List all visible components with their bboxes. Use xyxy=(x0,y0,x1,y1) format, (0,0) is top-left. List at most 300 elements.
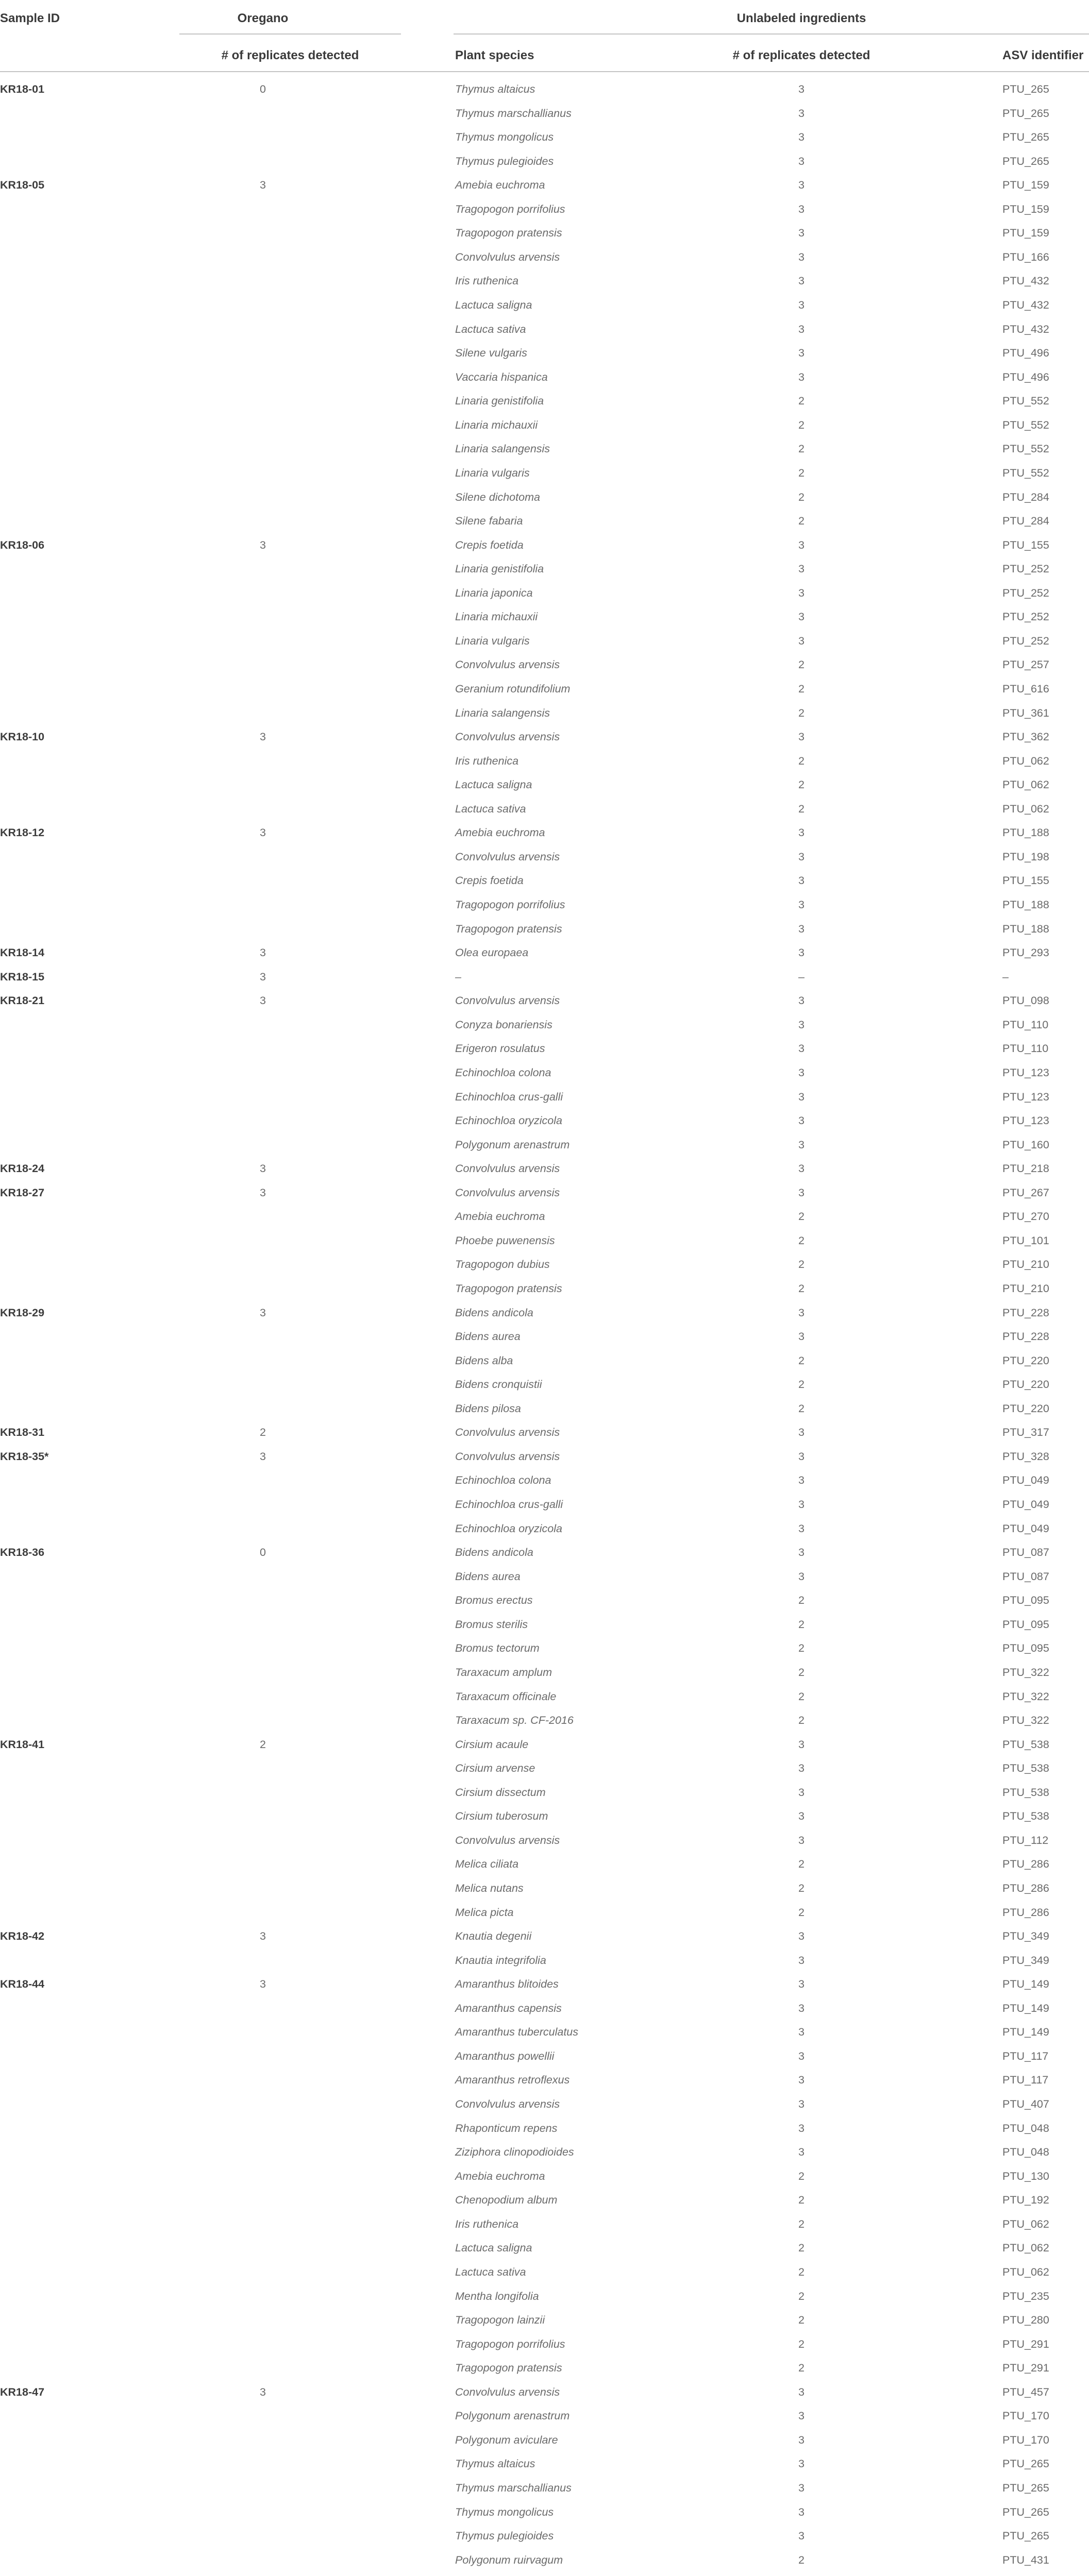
asv-identifier-cell: PTU_188 xyxy=(1002,922,1049,935)
unlabeled-replicates-cell: 2 xyxy=(798,706,805,719)
plant-species-cell: Linaria genistifolia xyxy=(455,563,544,575)
sample-id-cell: KR18-14 xyxy=(0,946,45,959)
asv-identifier-cell: PTU_432 xyxy=(1002,299,1049,312)
table-row xyxy=(0,749,1089,773)
table-row xyxy=(0,1924,1089,1948)
unlabeled-replicates-cell: 3 xyxy=(798,1018,805,1031)
plant-species-cell: Tragopogon pratensis xyxy=(455,227,562,240)
plant-species-cell: Geranium rotundifolium xyxy=(455,683,571,695)
asv-identifier-cell: PTU_101 xyxy=(1002,1234,1049,1247)
plant-species-cell: Tragopogon pratensis xyxy=(455,2362,562,2375)
table-row xyxy=(0,125,1089,149)
table-row xyxy=(0,1804,1089,1828)
table-row xyxy=(0,1684,1089,1708)
plant-species-cell: Bidens alba xyxy=(455,1354,513,1367)
table-row xyxy=(0,701,1089,725)
plant-species-cell: Convolvulus arvensis xyxy=(455,1834,560,1846)
table-row xyxy=(0,221,1089,245)
table-row xyxy=(0,2235,1089,2260)
unlabeled-replicates-cell: 3 xyxy=(798,2026,805,2039)
unlabeled-replicates-cell: 2 xyxy=(798,515,805,528)
unlabeled-replicates-cell: 2 xyxy=(798,2194,805,2207)
table-row xyxy=(0,413,1089,437)
table-row xyxy=(0,2308,1089,2332)
plant-species-cell: – xyxy=(455,970,461,983)
asv-identifier-cell: PTU_159 xyxy=(1002,227,1049,240)
table-row xyxy=(0,1420,1089,1444)
table-row xyxy=(0,533,1089,557)
unlabeled-replicates-cell: 3 xyxy=(798,874,805,887)
asv-identifier-cell: PTU_218 xyxy=(1002,1162,1049,1175)
table-row xyxy=(0,1516,1089,1540)
table-row xyxy=(0,629,1089,653)
oregano-replicates-cell: 3 xyxy=(260,1930,266,1943)
asv-identifier-cell: PTU_098 xyxy=(1002,994,1049,1007)
table-row xyxy=(0,2500,1089,2524)
plant-species-cell: Lactuca sativa xyxy=(455,802,526,815)
unlabeled-replicates-cell: 3 xyxy=(798,1138,805,1151)
unlabeled-replicates-cell: 3 xyxy=(798,2410,805,2422)
header-asv-identifier: ASV identifier xyxy=(1002,48,1084,62)
plant-species-cell: Convolvulus arvensis xyxy=(455,1426,560,1439)
table-row xyxy=(0,1756,1089,1780)
table-row xyxy=(0,173,1089,197)
asv-identifier-cell: PTU_431 xyxy=(1002,2553,1049,2566)
table-row xyxy=(0,1828,1089,1852)
unlabeled-replicates-cell: 3 xyxy=(798,850,805,863)
asv-identifier-cell: PTU_048 xyxy=(1002,2122,1049,2134)
plant-species-cell: Iris ruthenica xyxy=(455,275,519,287)
oregano-replicates-cell: 3 xyxy=(260,2385,266,2398)
table-row xyxy=(0,2212,1089,2236)
plant-species-cell: Bromus erectus xyxy=(455,1594,533,1607)
unlabeled-replicates-cell: 3 xyxy=(798,131,805,144)
unlabeled-replicates-cell: 3 xyxy=(798,1114,805,1127)
table-row xyxy=(0,1948,1089,1972)
table-row xyxy=(0,964,1089,989)
table-row xyxy=(0,268,1089,293)
plant-species-cell: Polygonum aviculare xyxy=(455,2433,558,2446)
asv-identifier-cell: PTU_048 xyxy=(1002,2146,1049,2159)
unlabeled-replicates-cell: 2 xyxy=(798,2170,805,2182)
oregano-header-rule xyxy=(179,33,401,35)
sample-id-cell: KR18-47 xyxy=(0,2385,45,2398)
unlabeled-replicates-cell: 3 xyxy=(798,347,805,360)
unlabeled-replicates-cell: 2 xyxy=(798,2242,805,2255)
plant-species-cell: Thymus marschallianus xyxy=(455,2482,572,2494)
plant-species-cell: Echinochloa oryzicola xyxy=(455,1114,562,1127)
table-row xyxy=(0,2092,1089,2116)
plant-species-cell: Tragopogon porrifolius xyxy=(455,2337,565,2350)
unlabeled-replicates-cell: 3 xyxy=(798,946,805,959)
asv-identifier-cell: PTU_267 xyxy=(1002,1186,1049,1199)
table-row xyxy=(0,2020,1089,2044)
asv-identifier-cell: PTU_616 xyxy=(1002,683,1049,695)
asv-identifier-cell: PTU_432 xyxy=(1002,323,1049,335)
asv-identifier-cell: PTU_265 xyxy=(1002,131,1049,144)
unlabeled-replicates-cell: 3 xyxy=(798,2146,805,2159)
table-row xyxy=(0,820,1089,844)
plant-species-cell: Ziziphora clinopodioides xyxy=(455,2146,574,2159)
header-unlabeled-ingredients: Unlabeled ingredients xyxy=(736,11,866,25)
unlabeled-replicates-cell: 2 xyxy=(798,1618,805,1631)
unlabeled-replicates-cell: 3 xyxy=(798,2433,805,2446)
asv-identifier-cell: PTU_170 xyxy=(1002,2410,1049,2422)
oregano-replicates-cell: 0 xyxy=(260,83,266,95)
table-row xyxy=(0,556,1089,581)
unlabeled-replicates-cell: 3 xyxy=(798,1162,805,1175)
unlabeled-header-rule xyxy=(454,33,1089,35)
asv-identifier-cell: PTU_198 xyxy=(1002,850,1049,863)
plant-species-cell: Knautia integrifolia xyxy=(455,1954,546,1967)
unlabeled-replicates-cell: 3 xyxy=(798,634,805,647)
unlabeled-replicates-cell: 2 xyxy=(798,395,805,408)
asv-identifier-cell: PTU_286 xyxy=(1002,1882,1049,1894)
table-row xyxy=(0,581,1089,605)
unlabeled-replicates-cell: 2 xyxy=(798,1594,805,1607)
plant-species-cell: Tragopogon dubius xyxy=(455,1258,550,1271)
asv-identifier-cell: PTU_538 xyxy=(1002,1810,1049,1823)
plant-species-cell: Echinochloa colona xyxy=(455,1066,551,1079)
oregano-replicates-cell: 2 xyxy=(260,1426,266,1439)
plant-species-cell: Thymus altaicus xyxy=(455,83,535,95)
asv-identifier-cell: PTU_496 xyxy=(1002,347,1049,360)
asv-identifier-cell: PTU_265 xyxy=(1002,2458,1049,2470)
plant-species-cell: Silene dichotoma xyxy=(455,490,540,503)
asv-identifier-cell: PTU_349 xyxy=(1002,1954,1049,1967)
asv-identifier-cell: PTU_286 xyxy=(1002,1858,1049,1871)
asv-identifier-cell: PTU_265 xyxy=(1002,2482,1049,2494)
table-row xyxy=(0,1204,1089,1228)
asv-identifier-cell: PTU_270 xyxy=(1002,1210,1049,1223)
plant-species-cell: Amaranthus blitoides xyxy=(455,1978,559,1991)
table-row xyxy=(0,2548,1089,2572)
unlabeled-replicates-cell: 3 xyxy=(798,611,805,623)
asv-identifier-cell: PTU_062 xyxy=(1002,2217,1049,2230)
asv-identifier-cell: PTU_159 xyxy=(1002,202,1049,215)
unlabeled-replicates-cell: 3 xyxy=(798,1186,805,1199)
table-row xyxy=(0,2164,1089,2188)
plant-species-cell: Convolvulus arvensis xyxy=(455,2098,560,2111)
plant-species-cell: Tragopogon porrifolius xyxy=(455,202,565,215)
unlabeled-replicates-cell: 3 xyxy=(798,227,805,240)
unlabeled-replicates-cell: 3 xyxy=(798,2505,805,2518)
plant-species-cell: Linaria genistifolia xyxy=(455,395,544,408)
sample-id-cell: KR18-12 xyxy=(0,826,45,839)
asv-identifier-cell: PTU_110 xyxy=(1002,1018,1049,1031)
unlabeled-replicates-cell: 2 xyxy=(798,1714,805,1727)
plant-species-cell: Iris ruthenica xyxy=(455,2217,519,2230)
plant-species-cell: Amebia euchroma xyxy=(455,826,545,839)
asv-identifier-cell: PTU_538 xyxy=(1002,1786,1049,1799)
asv-identifier-cell: PTU_322 xyxy=(1002,1666,1049,1679)
unlabeled-replicates-cell: 2 xyxy=(798,2314,805,2327)
table-row xyxy=(0,2044,1089,2068)
table-row xyxy=(0,1972,1089,1996)
asv-identifier-cell: PTU_149 xyxy=(1002,2026,1049,2039)
unlabeled-replicates-cell: 2 xyxy=(798,1210,805,1223)
asv-identifier-cell: PTU_160 xyxy=(1002,1138,1049,1151)
table-row xyxy=(0,1276,1089,1300)
unlabeled-replicates-cell: 2 xyxy=(798,754,805,767)
table-row xyxy=(0,197,1089,221)
table-row xyxy=(0,2067,1089,2092)
oregano-replicates-cell: 3 xyxy=(260,946,266,959)
oregano-replicates-cell: 3 xyxy=(260,1306,266,1319)
table-row xyxy=(0,1996,1089,2020)
plant-species-cell: Echinochloa colona xyxy=(455,1474,551,1487)
header-oregano: Oregano xyxy=(237,11,289,25)
asv-identifier-cell: PTU_552 xyxy=(1002,418,1049,431)
asv-identifier-cell: – xyxy=(1002,970,1009,983)
table-row xyxy=(0,365,1089,389)
plant-species-cell: Convolvulus arvensis xyxy=(455,731,560,743)
table-row xyxy=(0,1132,1089,1157)
plant-species-cell: Chenopodium album xyxy=(455,2194,558,2207)
plant-species-cell: Tragopogon porrifolius xyxy=(455,899,565,911)
header-unlabeled-replicates: # of replicates detected xyxy=(732,48,870,62)
unlabeled-replicates-cell: 3 xyxy=(798,1450,805,1463)
unlabeled-replicates-cell: 3 xyxy=(798,155,805,167)
plant-species-cell: Linaria vulgaris xyxy=(455,634,530,647)
table-row xyxy=(0,317,1089,341)
plant-species-cell: Linaria japonica xyxy=(455,586,533,599)
table-row xyxy=(0,101,1089,125)
unlabeled-replicates-cell: 2 xyxy=(798,1378,805,1391)
asv-identifier-cell: PTU_228 xyxy=(1002,1330,1049,1343)
asv-identifier-cell: PTU_280 xyxy=(1002,2314,1049,2327)
header-oregano-replicates: # of replicates detected xyxy=(221,48,359,62)
plant-species-cell: Olea europaea xyxy=(455,946,529,959)
table-row xyxy=(0,917,1089,941)
plant-species-cell: Thymus mongolicus xyxy=(455,131,554,144)
asv-identifier-cell: PTU_110 xyxy=(1002,1042,1049,1055)
oregano-replicates-cell: 3 xyxy=(260,1978,266,1991)
unlabeled-replicates-cell: 2 xyxy=(798,1354,805,1367)
asv-identifier-cell: PTU_159 xyxy=(1002,179,1049,192)
unlabeled-replicates-cell: 2 xyxy=(798,2337,805,2350)
sample-id-cell: KR18-24 xyxy=(0,1162,45,1175)
unlabeled-replicates-cell: 2 xyxy=(798,683,805,695)
table-row xyxy=(0,1660,1089,1684)
plant-species-cell: Erigeron rosulatus xyxy=(455,1042,545,1055)
asv-identifier-cell: PTU_496 xyxy=(1002,370,1049,383)
sample-id-cell: KR18-21 xyxy=(0,994,45,1007)
asv-identifier-cell: PTU_087 xyxy=(1002,1546,1049,1559)
asv-identifier-cell: PTU_062 xyxy=(1002,2265,1049,2278)
asv-identifier-cell: PTU_265 xyxy=(1002,2530,1049,2543)
plant-species-cell: Rhaponticum repens xyxy=(455,2122,558,2134)
sample-id-cell: KR18-29 xyxy=(0,1306,45,1319)
unlabeled-replicates-cell: 3 xyxy=(798,1930,805,1943)
table-row xyxy=(0,77,1089,101)
plant-species-cell: Mentha longifolia xyxy=(455,2290,539,2302)
oregano-replicates-cell: 0 xyxy=(260,1546,266,1559)
plant-species-cell: Linaria michauxii xyxy=(455,611,538,623)
table-row xyxy=(0,1396,1089,1420)
plant-species-cell: Cirsium tuberosum xyxy=(455,1810,548,1823)
plant-species-cell: Convolvulus arvensis xyxy=(455,658,560,671)
asv-identifier-cell: PTU_252 xyxy=(1002,611,1049,623)
table-row xyxy=(0,940,1089,964)
unlabeled-replicates-cell: 2 xyxy=(798,466,805,479)
table-row xyxy=(0,149,1089,173)
unlabeled-replicates-cell: 3 xyxy=(798,370,805,383)
unlabeled-replicates-cell: 3 xyxy=(798,2049,805,2062)
unlabeled-replicates-cell: 3 xyxy=(798,1762,805,1775)
unlabeled-replicates-cell: 3 xyxy=(798,1330,805,1343)
sample-id-cell: KR18-10 xyxy=(0,731,45,743)
table-row xyxy=(0,988,1089,1012)
table-row xyxy=(0,1060,1089,1084)
table-row xyxy=(0,1348,1089,1372)
table-row xyxy=(0,461,1089,485)
plant-species-cell: Amaranthus tuberculatus xyxy=(455,2026,579,2039)
table-row xyxy=(0,2188,1089,2212)
table-row xyxy=(0,1612,1089,1636)
table-row xyxy=(0,485,1089,509)
unlabeled-replicates-cell: 2 xyxy=(798,1906,805,1919)
sample-id-cell: KR18-01 xyxy=(0,83,45,95)
sample-id-cell: KR18-35* xyxy=(0,1450,49,1463)
asv-identifier-cell: PTU_166 xyxy=(1002,250,1049,263)
asv-identifier-cell: PTU_210 xyxy=(1002,1258,1049,1271)
asv-identifier-cell: PTU_117 xyxy=(1002,2074,1049,2087)
unlabeled-replicates-cell: 3 xyxy=(798,1786,805,1799)
plant-species-cell: Phoebe puwenensis xyxy=(455,1234,555,1247)
oregano-replicates-cell: 3 xyxy=(260,731,266,743)
unlabeled-replicates-cell: 3 xyxy=(798,323,805,335)
asv-identifier-cell: PTU_192 xyxy=(1002,2194,1049,2207)
asv-identifier-cell: PTU_432 xyxy=(1002,275,1049,287)
table-row xyxy=(0,2451,1089,2476)
asv-identifier-cell: PTU_062 xyxy=(1002,2242,1049,2255)
plant-species-cell: Taraxacum amplum xyxy=(455,1666,552,1679)
plant-species-cell: Melica ciliata xyxy=(455,1858,519,1871)
unlabeled-replicates-cell: 3 xyxy=(798,2122,805,2134)
plant-species-cell: Silene fabaria xyxy=(455,515,523,528)
asv-identifier-cell: PTU_123 xyxy=(1002,1066,1049,1079)
plant-species-cell: Bidens cronquistii xyxy=(455,1378,542,1391)
table-row xyxy=(0,2284,1089,2308)
unlabeled-replicates-cell: 3 xyxy=(798,1570,805,1583)
asv-identifier-cell: PTU_117 xyxy=(1002,2049,1049,2062)
sample-id-cell: KR18-36 xyxy=(0,1546,45,1559)
asv-identifier-cell: PTU_188 xyxy=(1002,899,1049,911)
asv-identifier-cell: PTU_235 xyxy=(1002,2290,1049,2302)
table-row xyxy=(0,1372,1089,1396)
table-row xyxy=(0,1228,1089,1252)
plant-species-cell: Cirsium arvense xyxy=(455,1762,535,1775)
unlabeled-replicates-cell: 3 xyxy=(798,899,805,911)
asv-identifier-cell: PTU_291 xyxy=(1002,2337,1049,2350)
unlabeled-replicates-cell: 3 xyxy=(798,586,805,599)
plant-species-cell: Taraxacum officinale xyxy=(455,1690,557,1703)
table-row xyxy=(0,604,1089,629)
unlabeled-replicates-cell: 2 xyxy=(798,490,805,503)
asv-identifier-cell: PTU_112 xyxy=(1002,1834,1049,1846)
table-row xyxy=(0,1252,1089,1276)
unlabeled-replicates-cell: 3 xyxy=(798,179,805,192)
table-row xyxy=(0,1012,1089,1037)
asv-identifier-cell: PTU_322 xyxy=(1002,1690,1049,1703)
unlabeled-replicates-cell: 3 xyxy=(798,2482,805,2494)
plant-species-cell: Echinochloa crus-galli xyxy=(455,1498,563,1511)
unlabeled-replicates-cell: – xyxy=(798,970,805,983)
table-row xyxy=(0,245,1089,269)
asv-identifier-cell: PTU_062 xyxy=(1002,802,1049,815)
plant-species-cell: Convolvulus arvensis xyxy=(455,994,560,1007)
asv-identifier-cell: PTU_123 xyxy=(1002,1114,1049,1127)
asv-identifier-cell: PTU_293 xyxy=(1002,946,1049,959)
asv-identifier-cell: PTU_220 xyxy=(1002,1378,1049,1391)
table-row xyxy=(0,1036,1089,1060)
asv-identifier-cell: PTU_257 xyxy=(1002,658,1049,671)
asv-identifier-cell: PTU_362 xyxy=(1002,731,1049,743)
unlabeled-replicates-cell: 3 xyxy=(798,2002,805,2014)
unlabeled-replicates-cell: 2 xyxy=(798,1402,805,1415)
unlabeled-replicates-cell: 3 xyxy=(798,107,805,120)
oregano-replicates-cell: 3 xyxy=(260,970,266,983)
plant-species-cell: Melica picta xyxy=(455,1906,514,1919)
asv-identifier-cell: PTU_284 xyxy=(1002,490,1049,503)
sample-id-cell: KR18-31 xyxy=(0,1426,45,1439)
oregano-replicates-cell: 3 xyxy=(260,1186,266,1199)
asv-identifier-cell: PTU_220 xyxy=(1002,1354,1049,1367)
unlabeled-replicates-cell: 2 xyxy=(798,443,805,455)
asv-identifier-cell: PTU_407 xyxy=(1002,2098,1049,2111)
table-row xyxy=(0,1444,1089,1468)
plant-species-cell: Thymus altaicus xyxy=(455,2458,535,2470)
unlabeled-replicates-cell: 2 xyxy=(798,1234,805,1247)
plant-species-cell: Bromus tectorum xyxy=(455,1642,540,1655)
asv-identifier-cell: PTU_265 xyxy=(1002,83,1049,95)
plant-species-cell: Convolvulus arvensis xyxy=(455,1450,560,1463)
asv-identifier-cell: PTU_049 xyxy=(1002,1522,1049,1535)
asv-identifier-cell: PTU_130 xyxy=(1002,2170,1049,2182)
table-row xyxy=(0,2571,1089,2576)
table-row xyxy=(0,2403,1089,2428)
table-row xyxy=(0,1540,1089,1564)
table-row xyxy=(0,844,1089,869)
oregano-replicates-cell: 3 xyxy=(260,179,266,192)
unlabeled-replicates-cell: 3 xyxy=(798,250,805,263)
sample-id-cell: KR18-27 xyxy=(0,1186,45,1199)
unlabeled-replicates-cell: 2 xyxy=(798,1666,805,1679)
asv-identifier-cell: PTU_062 xyxy=(1002,778,1049,791)
asv-identifier-cell: PTU_049 xyxy=(1002,1474,1049,1487)
table-row xyxy=(0,2523,1089,2548)
oregano-replicates-cell: 3 xyxy=(260,538,266,551)
asv-identifier-cell: PTU_265 xyxy=(1002,155,1049,167)
unlabeled-replicates-cell: 2 xyxy=(798,658,805,671)
plant-species-cell: Lactuca sativa xyxy=(455,323,526,335)
unlabeled-replicates-cell: 2 xyxy=(798,1258,805,1271)
unlabeled-replicates-cell: 3 xyxy=(798,1090,805,1103)
asv-identifier-cell: PTU_123 xyxy=(1002,1090,1049,1103)
table-row xyxy=(0,1468,1089,1492)
asv-identifier-cell: PTU_317 xyxy=(1002,1426,1049,1439)
table-row xyxy=(0,1180,1089,1205)
unlabeled-replicates-cell: 2 xyxy=(798,1858,805,1871)
unlabeled-replicates-cell: 3 xyxy=(798,1306,805,1319)
table-row xyxy=(0,892,1089,917)
unlabeled-replicates-cell: 2 xyxy=(798,1882,805,1894)
asv-identifier-cell: PTU_188 xyxy=(1002,826,1049,839)
table-row xyxy=(0,772,1089,796)
unlabeled-replicates-cell: 2 xyxy=(798,418,805,431)
plant-species-cell: Thymus marschallianus xyxy=(455,107,572,120)
